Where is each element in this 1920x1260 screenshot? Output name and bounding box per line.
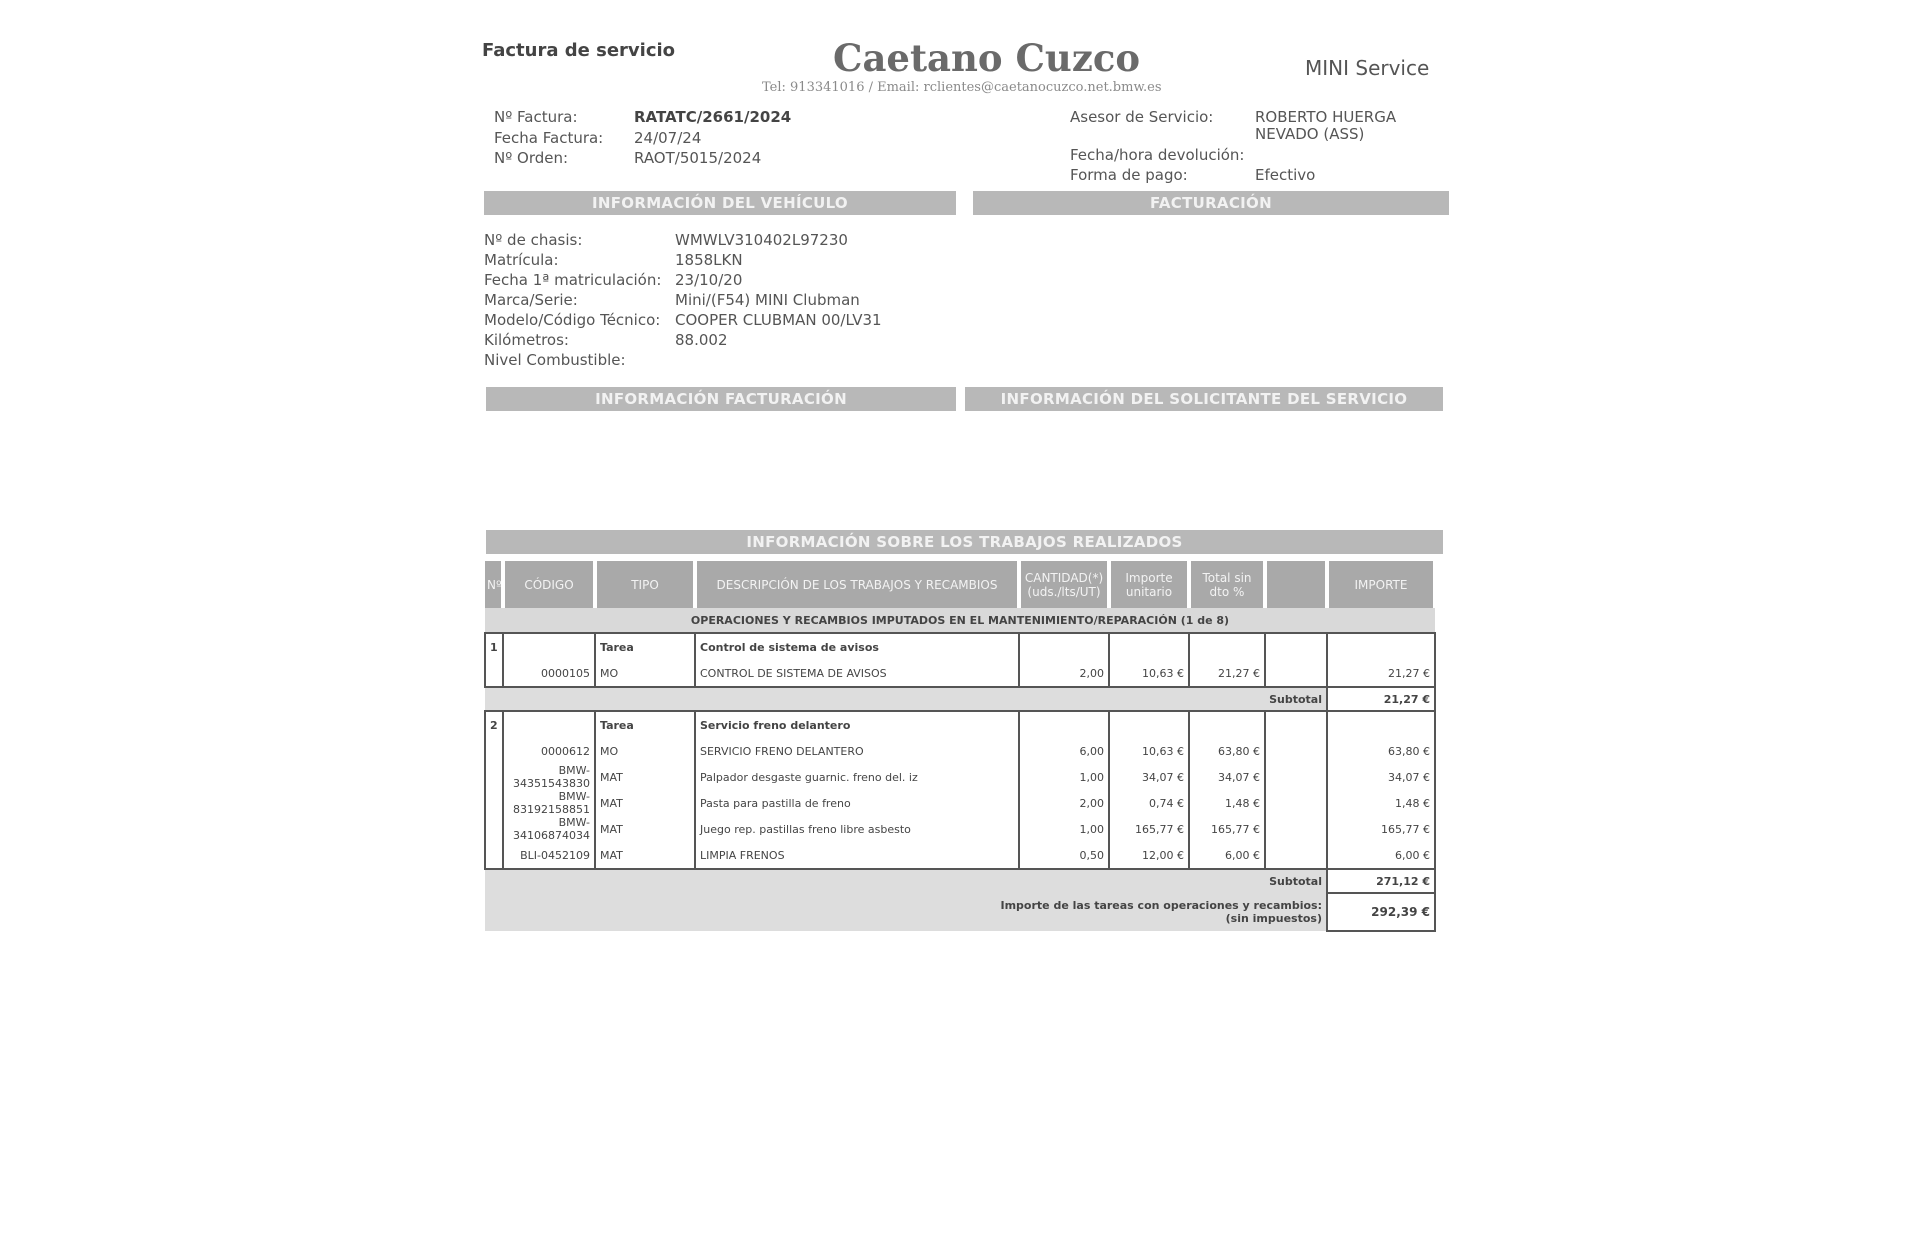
cell — [1265, 764, 1327, 790]
line-amount: 165,77 € — [1327, 816, 1435, 842]
section-title: OPERACIONES Y RECAMBIOS IMPUTADOS EN EL MANTENIMIENTO/REPARACIÓN (1 de 8) — [485, 608, 1435, 633]
vehicle-value: Mini/(F54) MINI Clubman — [675, 291, 860, 309]
vehicle-label: Marca/Serie: — [484, 291, 578, 309]
line-description: Pasta para pastilla de freno — [695, 790, 1019, 816]
dealer-contact: Tel: 913341016 / Email: rclientes@caetanocuzco.net.bmw.es — [762, 80, 1162, 95]
line-description: Juego rep. pastillas freno libre asbesto — [695, 816, 1019, 842]
line-type: MO — [595, 660, 695, 687]
table-row — [485, 738, 1435, 764]
table-row — [485, 790, 1435, 816]
invoice-number: RATATC/2661/2024 — [634, 108, 792, 126]
subtotal-value: 271,12 € — [1327, 869, 1435, 893]
line-code-prefix: BMW- — [558, 790, 590, 803]
cell — [1019, 633, 1109, 660]
line-total: 165,77 € — [1189, 816, 1265, 842]
line-code-number: 83192158851 — [513, 803, 590, 816]
task-row — [485, 711, 1435, 738]
line-quantity: 2,00 — [1019, 660, 1109, 687]
line-code-prefix: BMW- — [558, 816, 590, 829]
works-table — [484, 561, 1437, 932]
col-quantity-header: CANTIDAD(*) (uds./lts/UT) — [1019, 561, 1109, 608]
line-amount: 1,48 € — [1327, 790, 1435, 816]
line-code — [503, 816, 595, 842]
line-type: MO — [595, 738, 695, 764]
vehicle-label: Fecha 1ª matriculación: — [484, 271, 662, 289]
vehicle-label: Nivel Combustible: — [484, 351, 626, 369]
service-brand: MINI Service — [1305, 56, 1430, 80]
line-description: CONTROL DE SISTEMA DE AVISOS — [695, 660, 1019, 687]
table-header-row — [485, 561, 1435, 608]
task-code — [503, 711, 595, 738]
line-code: BLI-0452109 — [503, 842, 595, 869]
line-description: Palpador desgaste guarnic. freno del. iz — [695, 764, 1019, 790]
cell — [1265, 790, 1327, 816]
line-unit-price: 10,63 € — [1109, 738, 1189, 764]
task-title: Servicio freno delantero — [695, 711, 1019, 738]
line-total: 63,80 € — [1189, 738, 1265, 764]
cell — [1265, 842, 1327, 869]
line-quantity: 6,00 — [1019, 738, 1109, 764]
cell — [485, 764, 503, 790]
line-amount: 21,27 € — [1327, 660, 1435, 687]
vehicle-value: 23/10/20 — [675, 271, 743, 289]
line-type: MAT — [595, 790, 695, 816]
requester-info-header: INFORMACIÓN DEL SOLICITANTE DEL SERVICIO — [965, 387, 1443, 411]
order-number: RAOT/5015/2024 — [634, 149, 762, 167]
subtotal-label: Subtotal — [485, 687, 1327, 711]
vehicle-info-header: INFORMACIÓN DEL VEHÍCULO — [484, 191, 956, 215]
cell — [485, 660, 503, 687]
task-row — [485, 633, 1435, 660]
grand-total-value: 292,39 € — [1327, 893, 1435, 931]
vehicle-value: COOPER CLUBMAN 00/LV31 — [675, 311, 882, 329]
cell — [1265, 633, 1327, 660]
line-description: SERVICIO FRENO DELANTERO — [695, 738, 1019, 764]
invoice-date-label: Fecha Factura: — [494, 129, 604, 147]
col-blank-header — [1265, 561, 1327, 608]
line-total: 21,27 € — [1189, 660, 1265, 687]
cell — [485, 842, 503, 869]
cell — [485, 738, 503, 764]
invoice-date: 24/07/24 — [634, 129, 702, 147]
dealer-logo-text: Caetano Cuzco — [833, 36, 1141, 80]
subtotal-row — [485, 869, 1435, 893]
line-code — [503, 764, 595, 790]
task-title: Control de sistema de avisos — [695, 633, 1019, 660]
line-code: 0000612 — [503, 738, 595, 764]
works-info-header: INFORMACIÓN SOBRE LOS TRABAJOS REALIZADOS — [486, 530, 1443, 554]
task-code — [503, 633, 595, 660]
table-row — [485, 660, 1435, 687]
advisor-name-line1: ROBERTO HUERGA — [1255, 108, 1397, 126]
cell — [1265, 711, 1327, 738]
payment-method: Efectivo — [1255, 166, 1316, 184]
cell — [1327, 633, 1435, 660]
line-quantity: 1,00 — [1019, 764, 1109, 790]
line-type: MAT — [595, 816, 695, 842]
line-amount: 34,07 € — [1327, 764, 1435, 790]
payment-label: Forma de pago: — [1070, 166, 1188, 184]
order-number-label: Nº Orden: — [494, 149, 569, 167]
cell — [1327, 711, 1435, 738]
grand-total-row — [485, 893, 1435, 931]
task-number: 2 — [485, 711, 503, 738]
subtotal-row — [485, 687, 1435, 711]
section-title-row — [485, 608, 1435, 633]
subtotal-label: Subtotal — [485, 869, 1327, 893]
line-code: 0000105 — [503, 660, 595, 687]
billing-header: FACTURACIÓN — [973, 191, 1449, 215]
line-amount: 63,80 € — [1327, 738, 1435, 764]
line-total: 1,48 € — [1189, 790, 1265, 816]
line-description: LIMPIA FRENOS — [695, 842, 1019, 869]
billing-info-header: INFORMACIÓN FACTURACIÓN — [486, 387, 956, 411]
table-row — [485, 816, 1435, 842]
line-amount: 6,00 € — [1327, 842, 1435, 869]
line-quantity: 2,00 — [1019, 790, 1109, 816]
cell — [1109, 711, 1189, 738]
col-code-header: CÓDIGO — [503, 561, 595, 608]
document-type: Factura de servicio — [482, 40, 676, 61]
vehicle-value: WMWLV310402L97230 — [675, 231, 848, 249]
col-amount-header: IMPORTE — [1327, 561, 1435, 608]
vehicle-value: 1858LKN — [675, 251, 743, 269]
task-type: Tarea — [595, 633, 695, 660]
grand-total-label — [485, 893, 1327, 931]
col-total-header: Total sin dto % — [1189, 561, 1265, 608]
col-description-header: DESCRIPCIÓN DE LOS TRABAJOS Y RECAMBIOS — [695, 561, 1019, 608]
cell — [485, 790, 503, 816]
invoice-number-label: Nº Factura: — [494, 108, 578, 126]
line-type: MAT — [595, 842, 695, 869]
advisor-label: Asesor de Servicio: — [1070, 108, 1214, 126]
grand-total-label-line1: Importe de las tareas con operaciones y recambios: — [1000, 899, 1322, 912]
table-row — [485, 842, 1435, 869]
table-row — [485, 764, 1435, 790]
cell — [1265, 816, 1327, 842]
return-date-label: Fecha/hora devolución: — [1070, 146, 1245, 164]
subtotal-value: 21,27 € — [1327, 687, 1435, 711]
cell — [1189, 633, 1265, 660]
cell — [1189, 711, 1265, 738]
line-total: 34,07 € — [1189, 764, 1265, 790]
cell — [1019, 711, 1109, 738]
vehicle-label: Kilómetros: — [484, 331, 569, 349]
line-code-number: 34106874034 — [513, 829, 590, 842]
line-quantity: 1,00 — [1019, 816, 1109, 842]
line-unit-price: 10,63 € — [1109, 660, 1189, 687]
cell — [1265, 738, 1327, 764]
vehicle-label: Nº de chasis: — [484, 231, 583, 249]
line-total: 6,00 € — [1189, 842, 1265, 869]
col-number-header: Nº — [485, 561, 503, 608]
col-unit-price-header: Importe unitario — [1109, 561, 1189, 608]
cell — [1265, 660, 1327, 687]
advisor-name-line2: NEVADO (ASS) — [1255, 125, 1365, 143]
line-unit-price: 165,77 € — [1109, 816, 1189, 842]
line-code — [503, 790, 595, 816]
vehicle-label: Modelo/Código Técnico: — [484, 311, 661, 329]
grand-total-label-line2: (sin impuestos) — [1225, 912, 1322, 925]
line-unit-price: 0,74 € — [1109, 790, 1189, 816]
vehicle-value: 88.002 — [675, 331, 728, 349]
line-quantity: 0,50 — [1019, 842, 1109, 869]
line-unit-price: 12,00 € — [1109, 842, 1189, 869]
cell — [485, 816, 503, 842]
task-number: 1 — [485, 633, 503, 660]
line-type: MAT — [595, 764, 695, 790]
line-code-prefix: BMW- — [558, 764, 590, 777]
line-code-number: 34351543830 — [513, 777, 590, 790]
vehicle-label: Matrícula: — [484, 251, 559, 269]
col-type-header: TIPO — [595, 561, 695, 608]
line-unit-price: 34,07 € — [1109, 764, 1189, 790]
task-type: Tarea — [595, 711, 695, 738]
cell — [1109, 633, 1189, 660]
